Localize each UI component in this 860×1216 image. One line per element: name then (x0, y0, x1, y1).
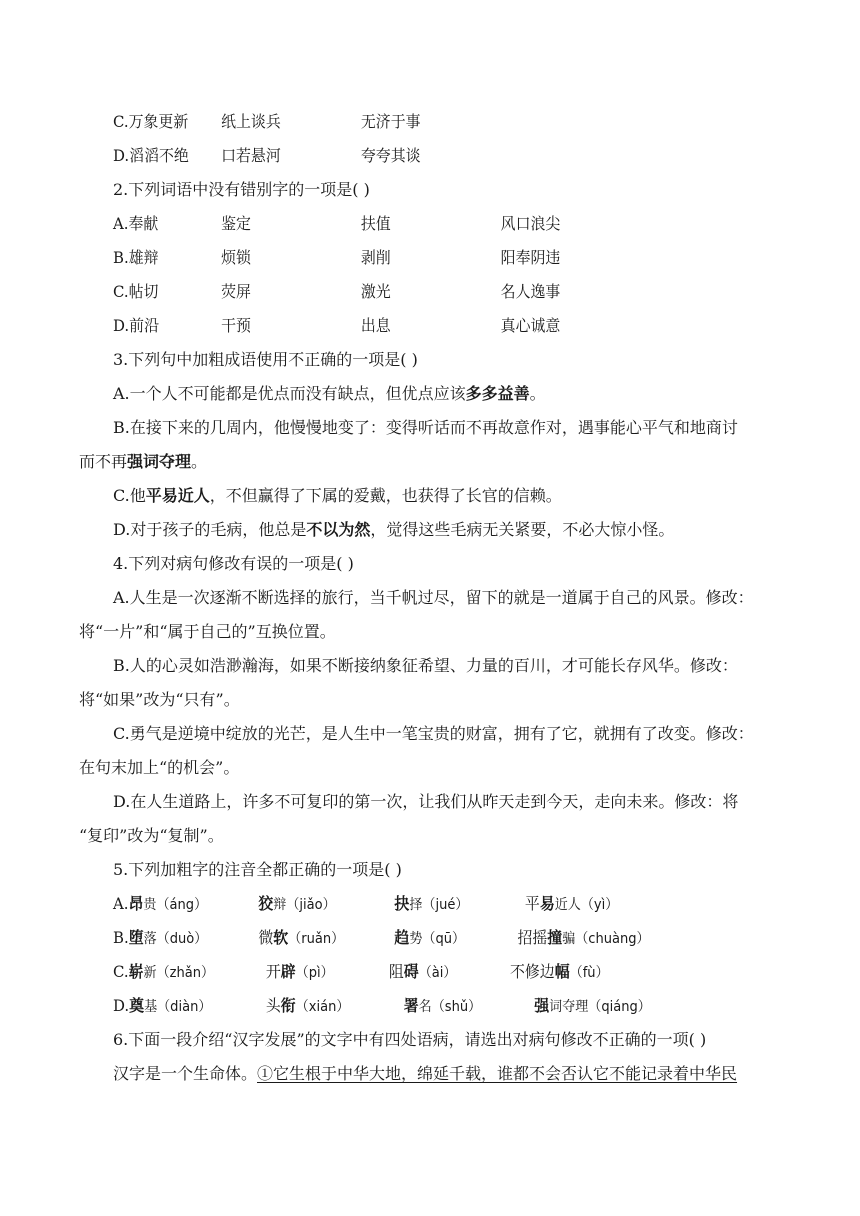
q2-b-word-4: 阳奉阴违 (500, 248, 561, 267)
q3-option-b-line2 (79, 452, 207, 472)
q2-a-word-4: 风口浪尖 (500, 214, 561, 233)
q2-d-word-2: 干预 (221, 316, 251, 335)
q2-a-word-2: 鉴定 (221, 214, 251, 233)
q3-c-bold-idiom: 平易近人 (145, 486, 210, 505)
q2-b-word-3: 剥削 (360, 248, 391, 267)
q5-c-item-2: 开辟（pì） (265, 962, 334, 981)
q5-b-item-2: 微软（ruǎn） (258, 928, 345, 947)
q5-b-item-1: B.堕落（duò） (113, 928, 208, 947)
q6-passage-line1 (113, 1064, 737, 1084)
q4-option-a-line2: 将“一片”和“属于自己的”互换位置。 (79, 622, 336, 641)
q5-c-item-4: 不修边幅（fù） (509, 962, 609, 981)
q3-b-bold-idiom: 强词夺理 (127, 452, 192, 471)
q3-b-text: 而不再 (79, 452, 128, 471)
q5-stem: 5.下列加粗字的注音全都正确的一项是( ) (113, 860, 402, 879)
q3-option-a (113, 384, 546, 404)
q5-b-item-3: 趋势（qū） (394, 928, 466, 947)
q5-c-item-1: C.崭新（zhǎn） (113, 962, 215, 981)
q2-option-a (113, 214, 784, 234)
q2-a-word-3: 扶值 (360, 214, 391, 233)
q4-option-d-line1: D.在人生道路上，许多不可复印的第一次，让我们从昨天走到今天，走向未来。修改：将 (113, 792, 739, 811)
q2-c-word-4: 名人逸事 (500, 282, 561, 301)
q1-c-term-3: 无济于事 (360, 112, 421, 131)
q2-option-d (113, 316, 784, 336)
q6-passage-intro: 汉字是一个生命体。 (113, 1064, 258, 1083)
q2-stem: 2.下列词语中没有错别字的一项是( ) (113, 180, 370, 199)
q4-option-c-line1: C.勇气是逆境中绽放的光芒，是人生中一笔宝贵的财富，拥有了它，就拥有了改变。修改： (113, 724, 754, 743)
q1-d-term-1: D.滔滔不绝 (113, 146, 189, 165)
q2-d-word-3: 出息 (360, 316, 391, 335)
q5-d-item-3: 署名（shǔ） (403, 996, 482, 1015)
q5-b-item-4: 招摇撞骗（chuàng） (517, 928, 650, 947)
q1-d-term-2: 口若悬河 (221, 146, 281, 165)
q5-option-a (113, 894, 784, 914)
q3-option-c (113, 486, 562, 506)
q1-c-term-1: C.万象更新 (113, 112, 189, 131)
q4-option-b-line1: B.人的心灵如浩渺瀚海，如果不断接纳象征希望、力量的百川，才可能长存风华。修改： (113, 656, 738, 675)
q3-option-b-line1: B.在接下来的几周内，他慢慢地变了：变得听话而不再故意作对，遇事能心平气和地商讨 (113, 418, 738, 437)
q3-stem: 3.下列句中加粗成语使用不正确的一项是( ) (113, 350, 418, 369)
q5-option-b (113, 928, 784, 948)
q3-a-end: 。 (529, 384, 546, 403)
q1-d-term-3: 夸夸其谈 (360, 146, 421, 165)
q2-b-word-2: 烦锁 (221, 248, 251, 267)
q3-d-text: D.对于孩子的毛病，他总是 (113, 520, 307, 539)
q4-option-b-line2: 将“如果”改为“只有”。 (79, 690, 240, 709)
q5-d-item-2: 头衔（xián） (265, 996, 350, 1015)
q2-option-b (113, 248, 784, 268)
q5-c-item-3: 阻碍（ài） (388, 962, 457, 981)
q6-stem: 6.下面一段介绍“汉字发展”的文字中有四处语病，请选出对病句修改不正确的一项( ) (113, 1030, 707, 1049)
q4-option-a-line1: A.人生是一次逐渐不断选择的旅行，当千帆过尽，留下的就是一道属于自己的风景。修改： (113, 588, 754, 607)
q5-d-item-1: D.奠基（diàn） (113, 996, 212, 1015)
q2-a-word-1: A.奉献 (113, 214, 159, 233)
q5-d-item-4: 强词夺理（qiáng） (534, 996, 651, 1015)
q2-d-word-4: 真心诚意 (500, 316, 561, 335)
q3-a-text: A.一个人不可能都是优点而没有缺点，但优点应该 (113, 384, 466, 403)
q2-b-word-1: B.雄辩 (113, 248, 159, 267)
q5-a-item-2: 狡辩（jiǎo） (258, 894, 336, 913)
q5-a-item-3: 抉择（jué） (394, 894, 469, 913)
q3-d-end: ，觉得这些毛病无关紧要，不必大惊小怪。 (370, 520, 675, 539)
q2-c-word-3: 激光 (360, 282, 391, 301)
q3-c-end: ，不但赢得了下属的爱戴，也获得了长官的信赖。 (209, 486, 562, 505)
q1-option-d (113, 146, 784, 166)
q5-option-c (113, 962, 784, 982)
q5-option-d (113, 996, 784, 1016)
q4-option-c-line2: 在句末加上“的机会”。 (79, 758, 240, 777)
q2-option-c (113, 282, 784, 302)
q4-option-d-line2: “复印”改为“复制”。 (79, 826, 224, 845)
q1-c-term-2: 纸上谈兵 (221, 112, 281, 131)
q2-d-word-1: D.前沿 (113, 316, 159, 335)
q1-option-c (113, 112, 784, 132)
q3-c-text: C.他 (113, 486, 146, 505)
q4-stem: 4.下列对病句修改有误的一项是( ) (113, 554, 354, 573)
q3-a-bold-idiom: 多多益善 (465, 384, 530, 403)
q3-option-d (113, 520, 674, 540)
q2-c-word-2: 荧屏 (221, 282, 251, 301)
q5-a-item-1: A.昂贵（áng） (113, 894, 208, 913)
q3-b-end: 。 (191, 452, 208, 471)
q2-c-word-1: C.帖切 (113, 282, 159, 301)
q5-a-item-4: 平易近人（yì） (524, 894, 619, 913)
q6-underlined-sentence-1: ①它生根于中华大地，绵延千载，谁都不会否认它不能记录着中华民 (257, 1064, 738, 1083)
q3-d-bold-idiom: 不以为然 (306, 520, 371, 539)
